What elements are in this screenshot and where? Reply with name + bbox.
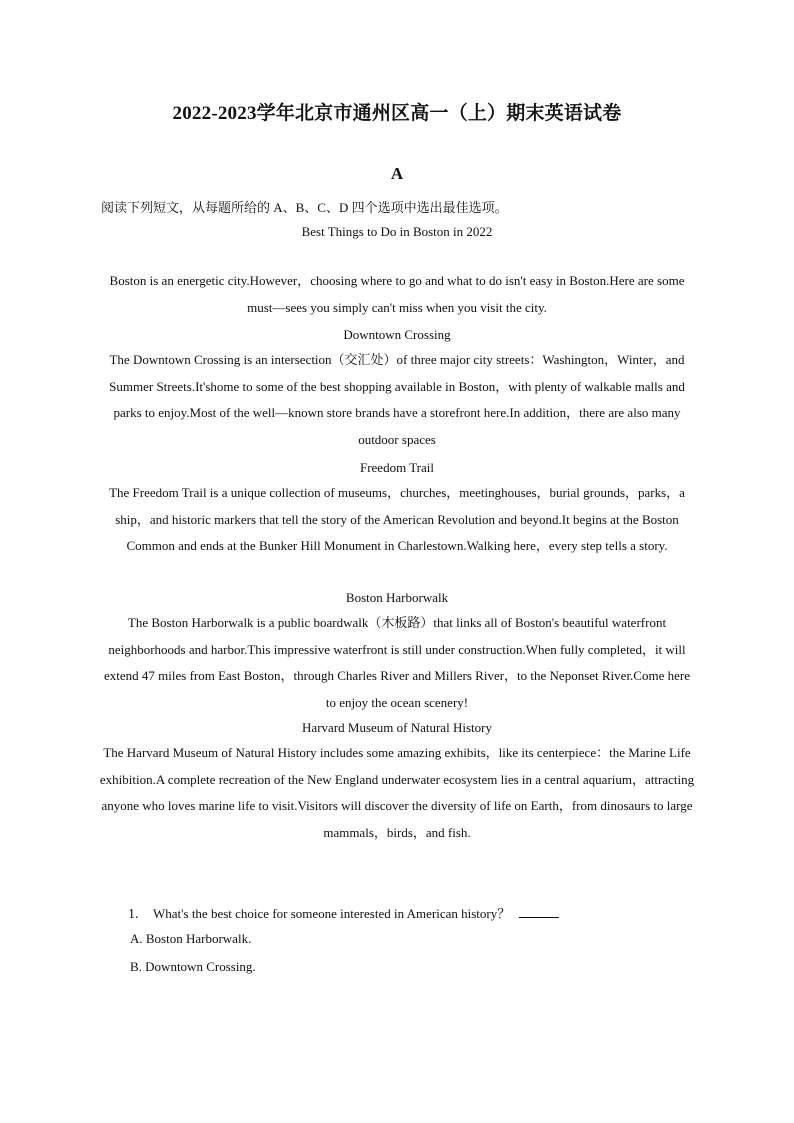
section-text-freedom-trail: The Freedom Trail is a unique collection of museums，churches，meetinghouses，burial grounds，parks，a ship，and historic markers that tell the story of the American Revolution and beyond.It begins at the Boston Common and ends at the Bunker Hill Monument in Charlestown.Walking here，every step tells a story. bbox=[109, 485, 685, 553]
section-label: A bbox=[390, 164, 404, 183]
answer-blank[interactable] bbox=[519, 905, 559, 918]
question-1 bbox=[128, 903, 559, 923]
section-heading-downtown-crossing: Downtown Crossing bbox=[343, 327, 451, 342]
section-text-harvard-museum: The Harvard Museum of Natural History includes some amazing exhibits，like its centerpiece：the Marine Life exhibition.A complete recreation of the New England underwater ecosystem lies in a central aquarium，attracting anyone who loves marine life to visit.Visitors will discover the diversity of life on Earth，from dinosaurs to large mammals，birds，and fish. bbox=[99, 745, 695, 840]
option-a[interactable]: A. Boston Harborwalk. bbox=[130, 931, 252, 946]
section-text-downtown-crossing: The Downtown Crossing is an intersection（交汇处）of three major city streets：Washington，Winter，and Summer Streets.It'shome to some of the best shopping available in Boston，with plenty of walkable malls and parks to enjoy.Most of the well—known store brands have a storefront here.In addition，there are also many outdoor spaces bbox=[109, 352, 685, 447]
page-title: 2022-2023学年北京市通州区高一（上）期末英语试卷 bbox=[172, 103, 622, 124]
option-b[interactable]: B. Downtown Crossing. bbox=[130, 959, 256, 974]
section-heading-freedom-trail: Freedom Trail bbox=[359, 460, 435, 475]
article-intro: Boston is an energetic city.However，choosing where to go and what to do isn't easy in Boston.Here are some must—sees you simply can't miss when you visit the city. bbox=[109, 273, 685, 315]
section-heading-boston-harborwalk: Boston Harborwalk bbox=[345, 590, 449, 605]
instruction-text: 阅读下列短文，从每题所给的 A、B、C、D 四个选项中选出最佳选项。 bbox=[101, 200, 508, 215]
question-text: What's the best choice for someone interested in American history？ bbox=[153, 906, 511, 921]
article-title: Best Things to Do in Boston in 2022 bbox=[301, 224, 493, 239]
question-number: 1. bbox=[128, 907, 139, 922]
section-heading-harvard-museum: Harvard Museum of Natural History bbox=[302, 720, 492, 735]
section-text-boston-harborwalk: The Boston Harborwalk is a public boardwalk（木板路）that links all of Boston's beautiful waterfront neighborhoods and harbor.This impressive waterfront is still under construction.When fully completed，it will extend 47 miles from East Boston，through Charles River and Millers River，to the Neponset River.Come here to enjoy the ocean scenery! bbox=[104, 615, 690, 710]
